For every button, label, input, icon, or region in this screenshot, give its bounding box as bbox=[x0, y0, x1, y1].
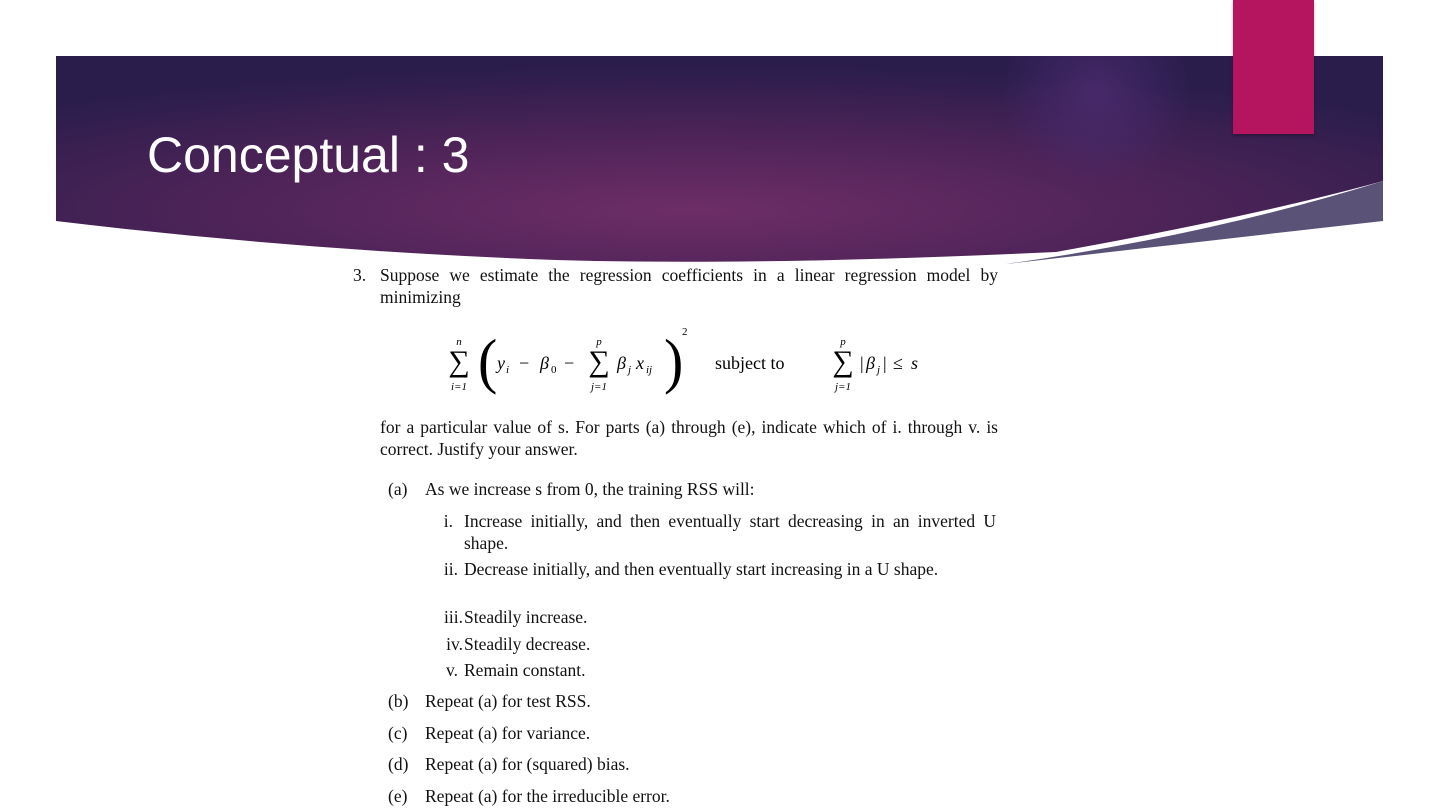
sum2-upper: p bbox=[596, 336, 602, 348]
left-paren: ( bbox=[478, 328, 498, 395]
y-term: y bbox=[497, 353, 505, 373]
constraint-sub: j bbox=[877, 364, 881, 376]
option-text: Decrease initially, and then eventually start increasing in a U shape. bbox=[464, 559, 939, 579]
option-label: iii. bbox=[444, 607, 463, 627]
part-label: (c) bbox=[388, 723, 408, 743]
part-text: Repeat (a) for the irreducible error. bbox=[425, 786, 670, 806]
option-text: Steadily decrease. bbox=[464, 634, 591, 654]
constraint-beta: β bbox=[866, 353, 875, 373]
sum3-sigma: ∑ bbox=[832, 345, 854, 378]
part-label: (e) bbox=[388, 786, 408, 806]
sum3-upper: p bbox=[840, 336, 846, 348]
option-label: iv. bbox=[446, 634, 463, 654]
accent-bar bbox=[1233, 0, 1314, 134]
slide-title: Conceptual : 3 bbox=[147, 127, 470, 183]
exponent: 2 bbox=[682, 328, 688, 338]
minus-2: − bbox=[564, 353, 575, 373]
question-intro: Suppose we estimate the regression coefficients in a linear regression model by minimizing bbox=[380, 265, 998, 307]
objective-formula bbox=[439, 328, 999, 400]
betaj-sub: j bbox=[628, 364, 632, 376]
abs-right: | bbox=[883, 353, 887, 373]
x-sub: ij bbox=[646, 364, 653, 376]
part-text: Repeat (a) for variance. bbox=[425, 723, 591, 743]
option-text: Increase initially, and then eventually start decreasing in an inverted U shape. bbox=[464, 511, 996, 553]
option-label: i. bbox=[443, 511, 453, 531]
part-text: As we increase s from 0, the training RSS will: bbox=[425, 479, 755, 499]
part-text: Repeat (a) for (squared) bias. bbox=[425, 754, 630, 774]
x-term: x bbox=[636, 353, 644, 373]
sum1-upper: n bbox=[456, 336, 462, 348]
part-label: (a) bbox=[388, 479, 408, 499]
option-text: Steadily increase. bbox=[464, 607, 588, 627]
part-label: (b) bbox=[388, 691, 409, 711]
sum2-lower: j=1 bbox=[591, 381, 607, 393]
beta0-term: β bbox=[540, 353, 549, 373]
sum1-lower: i=1 bbox=[451, 381, 467, 393]
betaj-term: β bbox=[617, 353, 626, 373]
sum1-sigma: ∑ bbox=[448, 345, 470, 378]
question-number: 3. bbox=[353, 265, 367, 285]
option-label: ii. bbox=[443, 559, 458, 579]
part-text: Repeat (a) for test RSS. bbox=[425, 691, 591, 711]
abs-left: | bbox=[860, 353, 864, 373]
subject-to-label: subject to bbox=[715, 353, 785, 373]
question-followup: for a particular value of s. For parts (a) through (e), indicate which of i. through v. is correct. Justify your answer. bbox=[380, 417, 998, 459]
beta0-sub: 0 bbox=[551, 364, 557, 376]
right-paren: ) bbox=[664, 328, 684, 395]
leq-sign: ≤ bbox=[893, 353, 903, 373]
option-label: v. bbox=[446, 660, 458, 680]
s-term: s bbox=[911, 353, 919, 373]
minus-1: − bbox=[519, 353, 530, 373]
sum2-sigma: ∑ bbox=[588, 345, 610, 378]
sum3-lower: j=1 bbox=[835, 381, 851, 393]
part-label: (d) bbox=[388, 754, 409, 774]
option-text: Remain constant. bbox=[464, 660, 586, 680]
y-sub: i bbox=[506, 364, 510, 376]
